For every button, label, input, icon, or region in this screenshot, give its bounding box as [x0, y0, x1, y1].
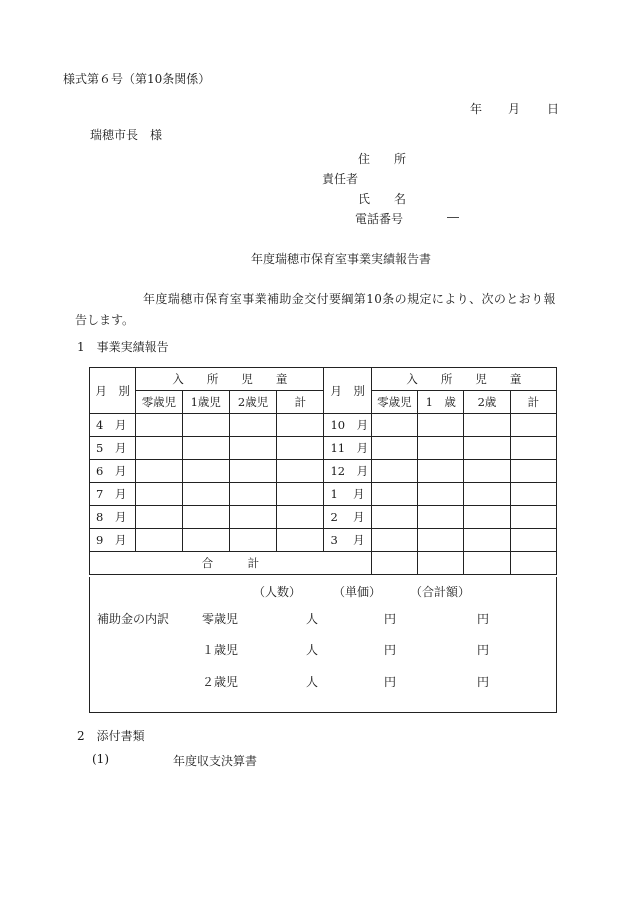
section-2-heading: 2 添付書類	[77, 729, 145, 743]
section-1-heading: 1 事業実績報告	[77, 340, 169, 354]
date-month: 月	[508, 102, 521, 116]
month-cell: 9 月	[90, 529, 136, 552]
data-cell	[182, 483, 229, 506]
enroll-header-right: 入 所 児 童	[371, 368, 556, 391]
responsible-label: 責任者	[322, 172, 359, 186]
data-cell	[182, 437, 229, 460]
data-cell	[371, 414, 417, 437]
data-cell	[510, 437, 556, 460]
data-cell	[418, 506, 464, 529]
data-cell	[277, 529, 324, 552]
data-cell	[182, 460, 229, 483]
month-header-right: 月 別	[324, 368, 371, 414]
data-cell	[371, 529, 417, 552]
yen-total: 円	[477, 612, 490, 626]
total-amount-header: （合計額）	[410, 585, 471, 599]
month-cell: 7 月	[90, 483, 136, 506]
data-cell	[371, 483, 417, 506]
data-cell	[277, 483, 324, 506]
breakdown-age-label: ２歳児	[202, 675, 239, 689]
data-cell	[464, 414, 510, 437]
data-cell	[136, 460, 182, 483]
data-cell	[136, 437, 182, 460]
month-cell: 4 月	[90, 414, 136, 437]
phone-dash: ―	[447, 210, 459, 224]
month-cell: 12 月	[324, 460, 371, 483]
enroll-header-left: 入 所 児 童	[136, 368, 324, 391]
data-cell	[418, 529, 464, 552]
table-row	[90, 483, 557, 506]
data-cell	[136, 506, 182, 529]
data-cell	[229, 483, 276, 506]
data-cell	[182, 529, 229, 552]
total-row	[90, 552, 557, 575]
month-cell: 11 月	[324, 437, 371, 460]
address-label: 住 所	[358, 152, 407, 166]
data-cell	[182, 414, 229, 437]
table-row	[90, 529, 557, 552]
data-cell	[371, 437, 417, 460]
date-day: 日	[547, 102, 560, 116]
persons-unit: 人	[306, 612, 319, 626]
addressee: 瑞穂市長 様	[90, 128, 163, 142]
col-header: 1 歳	[418, 391, 464, 414]
col-header: 1歳児	[182, 391, 229, 414]
data-cell	[229, 460, 276, 483]
body-line-2: 告します。	[75, 313, 135, 327]
data-cell	[464, 506, 510, 529]
col-header: 2歳児	[229, 391, 276, 414]
persons-unit: 人	[306, 675, 319, 689]
yen-unit: 円	[384, 612, 397, 626]
document-title: 年度瑞穂市保育室事業実績報告書	[251, 252, 432, 266]
data-cell	[510, 483, 556, 506]
col-header: 計	[510, 391, 556, 414]
yen-unit: 円	[384, 643, 397, 657]
yen-total: 円	[477, 643, 490, 657]
yen-unit: 円	[384, 675, 397, 689]
yen-total: 円	[477, 675, 490, 689]
month-header-left: 月 別	[90, 368, 136, 414]
data-cell	[229, 437, 276, 460]
data-cell	[136, 529, 182, 552]
col-header: 零歳児	[371, 391, 417, 414]
data-cell	[464, 437, 510, 460]
data-cell	[136, 483, 182, 506]
data-cell	[277, 506, 324, 529]
data-cell	[418, 483, 464, 506]
data-cell	[418, 460, 464, 483]
data-cell	[136, 414, 182, 437]
data-cell	[418, 414, 464, 437]
breakdown-label: 補助金の内訳	[97, 612, 170, 626]
data-cell	[371, 506, 417, 529]
persons-unit: 人	[306, 643, 319, 657]
data-cell	[464, 483, 510, 506]
month-cell: 3 月	[324, 529, 371, 552]
data-cell	[229, 414, 276, 437]
data-cell	[510, 460, 556, 483]
col-header: 計	[277, 391, 324, 414]
month-cell: 2 月	[324, 506, 371, 529]
breakdown-age-label: 零歳児	[202, 612, 239, 626]
enrollment-table	[89, 367, 557, 575]
breakdown-age-label: １歳児	[202, 643, 239, 657]
month-cell: 6 月	[90, 460, 136, 483]
data-cell	[277, 460, 324, 483]
total-cell	[371, 552, 417, 575]
form-number: 様式第６号（第10条関係）	[63, 72, 211, 86]
month-cell: 5 月	[90, 437, 136, 460]
attachment-number: (1)	[92, 752, 109, 766]
data-cell	[510, 529, 556, 552]
persons-header: （人数）	[253, 585, 302, 599]
data-cell	[277, 437, 324, 460]
unit-price-header: （単価）	[333, 585, 382, 599]
data-cell	[464, 460, 510, 483]
col-header: 零歳児	[136, 391, 182, 414]
data-cell	[510, 414, 556, 437]
data-cell	[182, 506, 229, 529]
data-cell	[418, 437, 464, 460]
table-row	[90, 460, 557, 483]
table-row	[90, 437, 557, 460]
name-label: 氏 名	[358, 192, 407, 206]
subsidy-breakdown-box	[89, 577, 557, 713]
total-cell	[464, 552, 510, 575]
data-cell	[229, 529, 276, 552]
table-row	[90, 414, 557, 437]
date-year: 年	[470, 102, 483, 116]
total-label: 合 計	[90, 552, 372, 575]
phone-label: 電話番号	[355, 212, 404, 226]
body-line-1: 年度瑞穂市保育室事業補助金交付要綱第10条の規定により、次のとおり報	[143, 292, 556, 306]
attachment-item: 年度収支決算書	[173, 754, 258, 768]
total-cell	[510, 552, 556, 575]
month-cell: 1 月	[324, 483, 371, 506]
data-cell	[229, 506, 276, 529]
col-header: 2歳	[464, 391, 510, 414]
total-cell	[418, 552, 464, 575]
data-cell	[510, 506, 556, 529]
table-row	[90, 506, 557, 529]
data-cell	[464, 529, 510, 552]
data-cell	[277, 414, 324, 437]
month-cell: 8 月	[90, 506, 136, 529]
data-cell	[371, 460, 417, 483]
month-cell: 10 月	[324, 414, 371, 437]
